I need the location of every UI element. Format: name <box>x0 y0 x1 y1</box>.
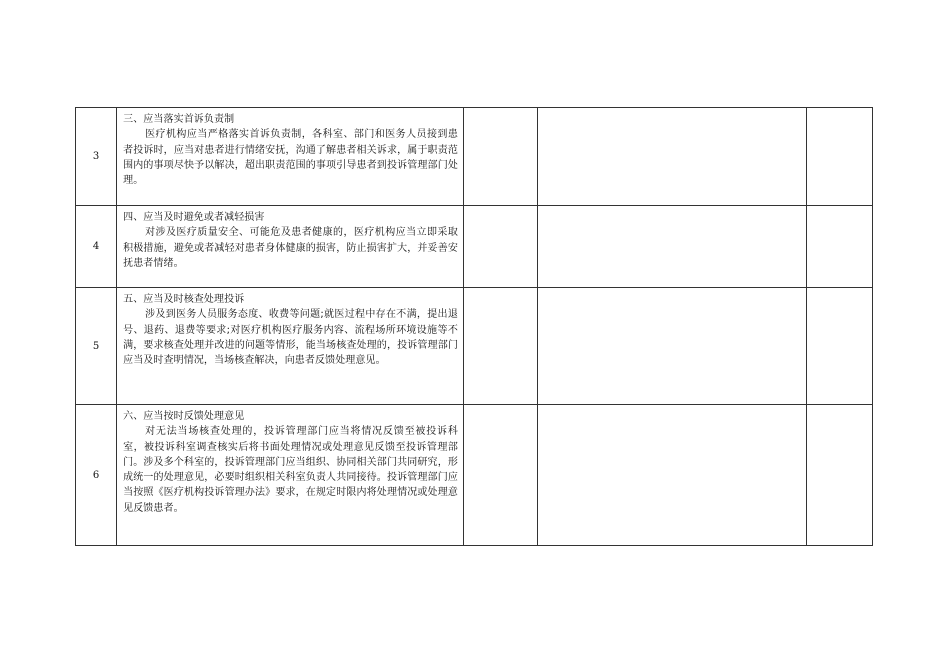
item-body: 医疗机构应当严格落实首诉负责制，各科室、部门和医务人员接到患者投诉时，应当对患者进行情绪安抚，沟通了解患者相关诉求，属于职责范围内的事项尽快予以解决，超出职责范围的事项引导患者到投诉管理部门处理。 <box>123 129 458 187</box>
row-number: 4 <box>76 206 117 288</box>
row-number: 3 <box>76 108 117 206</box>
row-content <box>117 288 464 405</box>
item-title: 六、应当按时反馈处理意见 <box>123 411 245 422</box>
table-row <box>76 288 873 405</box>
empty-cell <box>463 108 537 206</box>
row-content <box>117 405 464 546</box>
empty-cell <box>463 405 537 546</box>
table-row <box>76 206 873 288</box>
empty-cell <box>538 108 807 206</box>
row-number: 5 <box>76 288 117 405</box>
empty-cell <box>463 288 537 405</box>
row-number: 6 <box>76 405 117 546</box>
empty-cell <box>538 288 807 405</box>
item-body: 对无法当场核查处理的，投诉管理部门应当将情况反馈至被投诉科室，被投诉科室调查核实后将书面处理情况或处理意见反馈至投诉管理部门。涉及多个科室的，投诉管理部门应当组织、协同相关部门共同研究，形成统一的处理意见，必要时组织相关科室负责人共同接待。投诉管理部门应当按照《医疗机构投诉管理办法》要求，在规定时限内将处理情况或处理意见反馈患者。 <box>123 426 458 514</box>
empty-cell <box>538 206 807 288</box>
empty-cell <box>806 108 872 206</box>
item-title: 三、应当落实首诉负责制 <box>123 114 235 125</box>
row-content <box>117 206 464 288</box>
table-row <box>76 405 873 546</box>
table-row <box>76 108 873 206</box>
item-title: 四、应当及时避免或者减轻损害 <box>123 212 265 223</box>
empty-cell <box>806 206 872 288</box>
standards-table <box>75 107 873 546</box>
item-title: 五、应当及时核查处理投诉 <box>123 294 245 305</box>
item-body: 对涉及医疗质量安全、可能危及患者健康的，医疗机构应当立即采取积极措施，避免或者减轻对患者身体健康的损害，防止损害扩大，并妥善安抚患者情绪。 <box>123 227 458 269</box>
empty-cell <box>806 405 872 546</box>
empty-cell <box>463 206 537 288</box>
row-content <box>117 108 464 206</box>
empty-cell <box>806 288 872 405</box>
empty-cell <box>538 405 807 546</box>
item-body: 涉及到医务人员服务态度、收费等问题;就医过程中存在不满，提出退号、退药、退费等要求;对医疗机构医疗服务内容、流程场所环境设施等不满，要求核查处理并改进的问题等情形，能当场核查处理的，投诉管理部门应当及时查明情况，当场核查解决，向患者反馈处理意见。 <box>123 309 458 367</box>
